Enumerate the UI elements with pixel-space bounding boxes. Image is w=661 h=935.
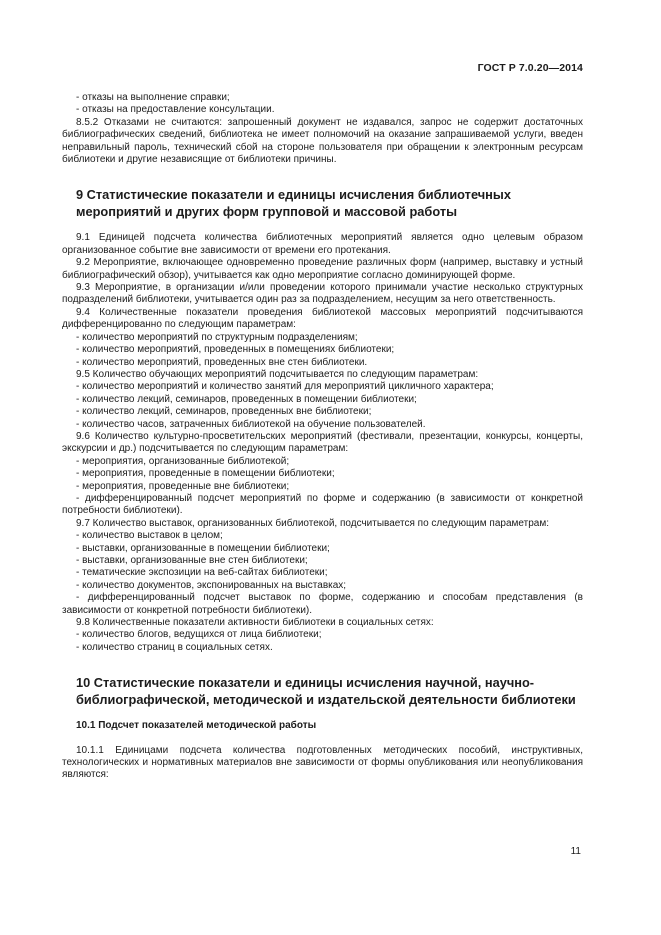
spacer xyxy=(62,733,583,745)
spacer xyxy=(62,708,583,720)
paragraph: 9.5 Количество обучающих мероприятий подсчитывается по следующим параметрам: xyxy=(76,368,479,380)
list-item: - количество мероприятий, проведенных в помещениях библиотеки; xyxy=(76,344,395,356)
paragraph: 9.6 Количество культурно-просветительских мероприятий (фестивали, презентации, конкурсы, концерты, экскурсии и др.) подсчитывается по следующим параметрам: xyxy=(62,430,583,455)
list-item: - количество мероприятий по структурным подразделениям; xyxy=(76,331,358,343)
list-item: - мероприятия, проведенные в помещении библиотеки; xyxy=(76,468,335,480)
list-item: - количество часов, затраченных библиотекой на обучение пользователей. xyxy=(76,418,426,430)
section-spacer xyxy=(62,166,583,186)
paragraph: 9.7 Количество выставок, организованных библиотекой, подсчитывается по следующим параметрам: xyxy=(76,517,549,529)
page-number: 11 xyxy=(570,846,581,857)
list-item: - количество лекций, семинаров, проведенных вне библиотеки; xyxy=(76,406,372,418)
paragraph: 9.8 Количественные показатели активности библиотеки в социальных сетях: xyxy=(76,617,434,629)
subsection-heading: 10.1 Подсчет показателей методической работы xyxy=(76,720,317,732)
paragraph: 9.3 Мероприятие, в организации и/или проведении которого принимали участие несколько структурных подразделений библиотеки, учитывается один раз за подразделением, несущим за него ответственность. xyxy=(62,282,583,306)
list-item: - мероприятия, организованные библиотекой; xyxy=(76,455,290,467)
paragraph: - дифференцированный подсчет мероприятий по форме и содержанию (в зависимости от конкретной потребности библиотеки). xyxy=(62,492,583,517)
list-item: - тематические экспозиции на веб-сайтах библиотеки; xyxy=(76,567,328,579)
list-item: - количество мероприятий, проведенных вне стен библиотеки. xyxy=(76,356,368,368)
document-body xyxy=(62,92,583,782)
list-item: - количество блогов, ведущихся от лица библиотеки; xyxy=(76,629,322,641)
spacer xyxy=(62,220,583,232)
paragraph: 9.2 Мероприятие, включающее одновременно проведение различных форм (например, выставку и устный библиографический обзор), учитывается как одно мероприятие согласно доминирующей форме. xyxy=(62,257,583,281)
list-item: - количество документов, экспонированных на выставках; xyxy=(76,579,347,591)
standard-code-header: ГОСТ Р 7.0.20—2014 xyxy=(477,62,583,74)
list-item: - количество выставок в целом; xyxy=(76,530,223,542)
paragraph: 10.1.1 Единицами подсчета количества подготовленных методических пособий, инструктивных, технологических и нормативных материалов вне зависимости от формы опубликования или неопубликования являются: xyxy=(62,744,583,781)
list-item: - выставки, организованные вне стен библиотеки; xyxy=(76,555,308,566)
paragraph: 8.5.2 Отказами не считаются: запрошенный документ не издавался, запрос не содержит достаточных библиографических сведений, библиотека не имеет полномочий на оказание запрашиваемой услуги, введен неправильный пароль, технический сбой на стороне пользователя при обращении к электронным ресурсам библиотеки и другие независящие от библиотеки причины. xyxy=(62,116,583,166)
paragraph: 9.4 Количественные показатели проведения библиотекой массовых мероприятий подсчитываются дифференцированно по следующим параметрам: xyxy=(62,306,583,331)
list-item: - количество лекций, семинаров, проведенных в помещении библиотеки; xyxy=(76,393,417,405)
list-item: - мероприятия, проведенные вне библиотеки; xyxy=(76,480,290,492)
list-item: - выставки, организованные в помещении библиотеки; xyxy=(76,542,330,554)
list-item: - количество мероприятий и количество занятий для мероприятий цикличного характера; xyxy=(76,381,494,393)
list-item: - количество страниц в социальных сетях. xyxy=(76,641,273,653)
paragraph: 9.1 Единицей подсчета количества библиотечных мероприятий является одно целевым образом организованное событие вне зависимости от времени его протекания. xyxy=(62,232,583,256)
paragraph: - дифференцированный подсчет выставок по форме, содержанию и способам представления (в зависимости от конкретной потребности библиотеки). xyxy=(62,592,583,616)
section-spacer xyxy=(62,654,583,674)
list-item: - отказы на выполнение справки; xyxy=(76,92,230,103)
section-heading: 10 Статистические показатели и единицы исчисления научной, научно-библиографической, методической и издательской деятельности библиотеки xyxy=(76,675,576,708)
list-item: - отказы на предоставление консультации. xyxy=(76,104,275,116)
section-heading: 9 Статистические показатели и единицы исчисления библиотечных мероприятий и других форм групповой и массовой работы xyxy=(76,187,511,220)
